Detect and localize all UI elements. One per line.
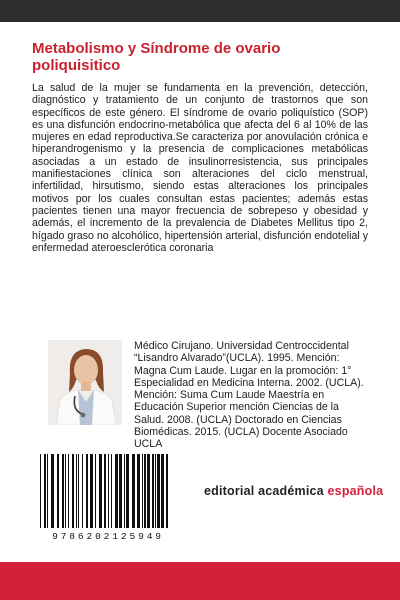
author-bio: Médico Cirujano. Universidad Centroccidental “Lisandro Alvarado”(UCLA). 1995. Mención: Magna Cum Laude. Lugar en la promoción: 1° Especialidad en Medicina Interna. 2002. (UCLA). Mención: Suma Cum Laude Maestría en Educación Superior mención Ciencias de la Salud. 2008. (UCLA) Doctorado en Ciencias Biomédicas. 2015. (UCLA) Docente Asociado UCLA	[134, 340, 364, 451]
barcode-bars	[32, 452, 182, 532]
barcode-bar	[132, 454, 135, 528]
barcode-bar	[99, 454, 102, 528]
barcode-bar	[142, 454, 143, 528]
publisher-name	[204, 484, 383, 498]
barcode-bar	[115, 454, 118, 528]
barcode-bar	[119, 454, 122, 528]
barcode-bar	[86, 454, 88, 528]
barcode-bar	[62, 454, 64, 528]
barcode-bar	[161, 454, 164, 528]
publisher-name-part2: española	[327, 484, 384, 498]
barcode-bar	[57, 454, 59, 528]
barcode-bar	[126, 454, 129, 528]
isbn-digits: 9786202125949	[52, 531, 164, 542]
book-summary: La salud de la mujer se fundamenta en la prevención, detección, diagnóstico y tratamiento de un conjunto de trastornos que son específicos de este género. El síndrome de ovario poliquístico (SOP) es una disfunción endocrino-metabólica que afecta del 6 al 10% de las mujeres en edad reproductiva.Se caracteriza por anovulación crónica e hiperandrogenismo y la presencia de complicaciones metabólicas asociadas a un estado de insulinorresistencia, sus principales manifiestaciones clínica son alteraciones del ciclo menstrual, infertilidad, hirsutismo, siendo estas alteraciones los principales motivos por los cuales consultan estas pacientes; además estas pacientes tienen una mayor frecuencia de sobrepeso y obesidad y además, el incremento de la prevalencia de Diabetes Mellitus tipo 2, hígado graso no alcohólico, hipertensión arterial, disfunción endotelial y enfermedad ateroesclerótica coronaria	[32, 82, 368, 254]
barcode-bar	[111, 454, 112, 528]
barcode-bar	[137, 454, 140, 528]
barcode-bar	[157, 454, 160, 528]
bottom-color-band	[0, 562, 400, 600]
barcode-bar	[47, 454, 48, 528]
barcode-bar	[144, 454, 146, 528]
barcode-bar	[152, 454, 154, 528]
barcode-bar	[147, 454, 150, 528]
book-title: Metabolismo y Síndrome de ovario poliquisitico	[32, 40, 281, 74]
isbn-barcode	[32, 452, 182, 540]
barcode-bar	[51, 454, 54, 528]
barcode-bar	[68, 454, 69, 528]
barcode-bar	[76, 454, 77, 528]
barcode-bar	[40, 454, 41, 528]
barcode-bar	[108, 454, 109, 528]
barcode-bar	[82, 454, 83, 528]
barcode-bar	[72, 454, 74, 528]
barcode-bar	[65, 454, 66, 528]
top-color-band	[0, 0, 400, 22]
barcode-bar	[104, 454, 106, 528]
author-photo-illustration	[48, 340, 122, 425]
barcode-bar	[78, 454, 79, 528]
barcode-bar	[166, 454, 168, 528]
barcode-bar	[155, 454, 156, 528]
barcode-bar	[95, 454, 96, 528]
author-photo	[48, 340, 122, 425]
barcode-bar	[44, 454, 46, 528]
barcode-bar	[90, 454, 93, 528]
publisher-name-part1: editorial académica	[204, 484, 328, 498]
barcode-bar	[124, 454, 125, 528]
